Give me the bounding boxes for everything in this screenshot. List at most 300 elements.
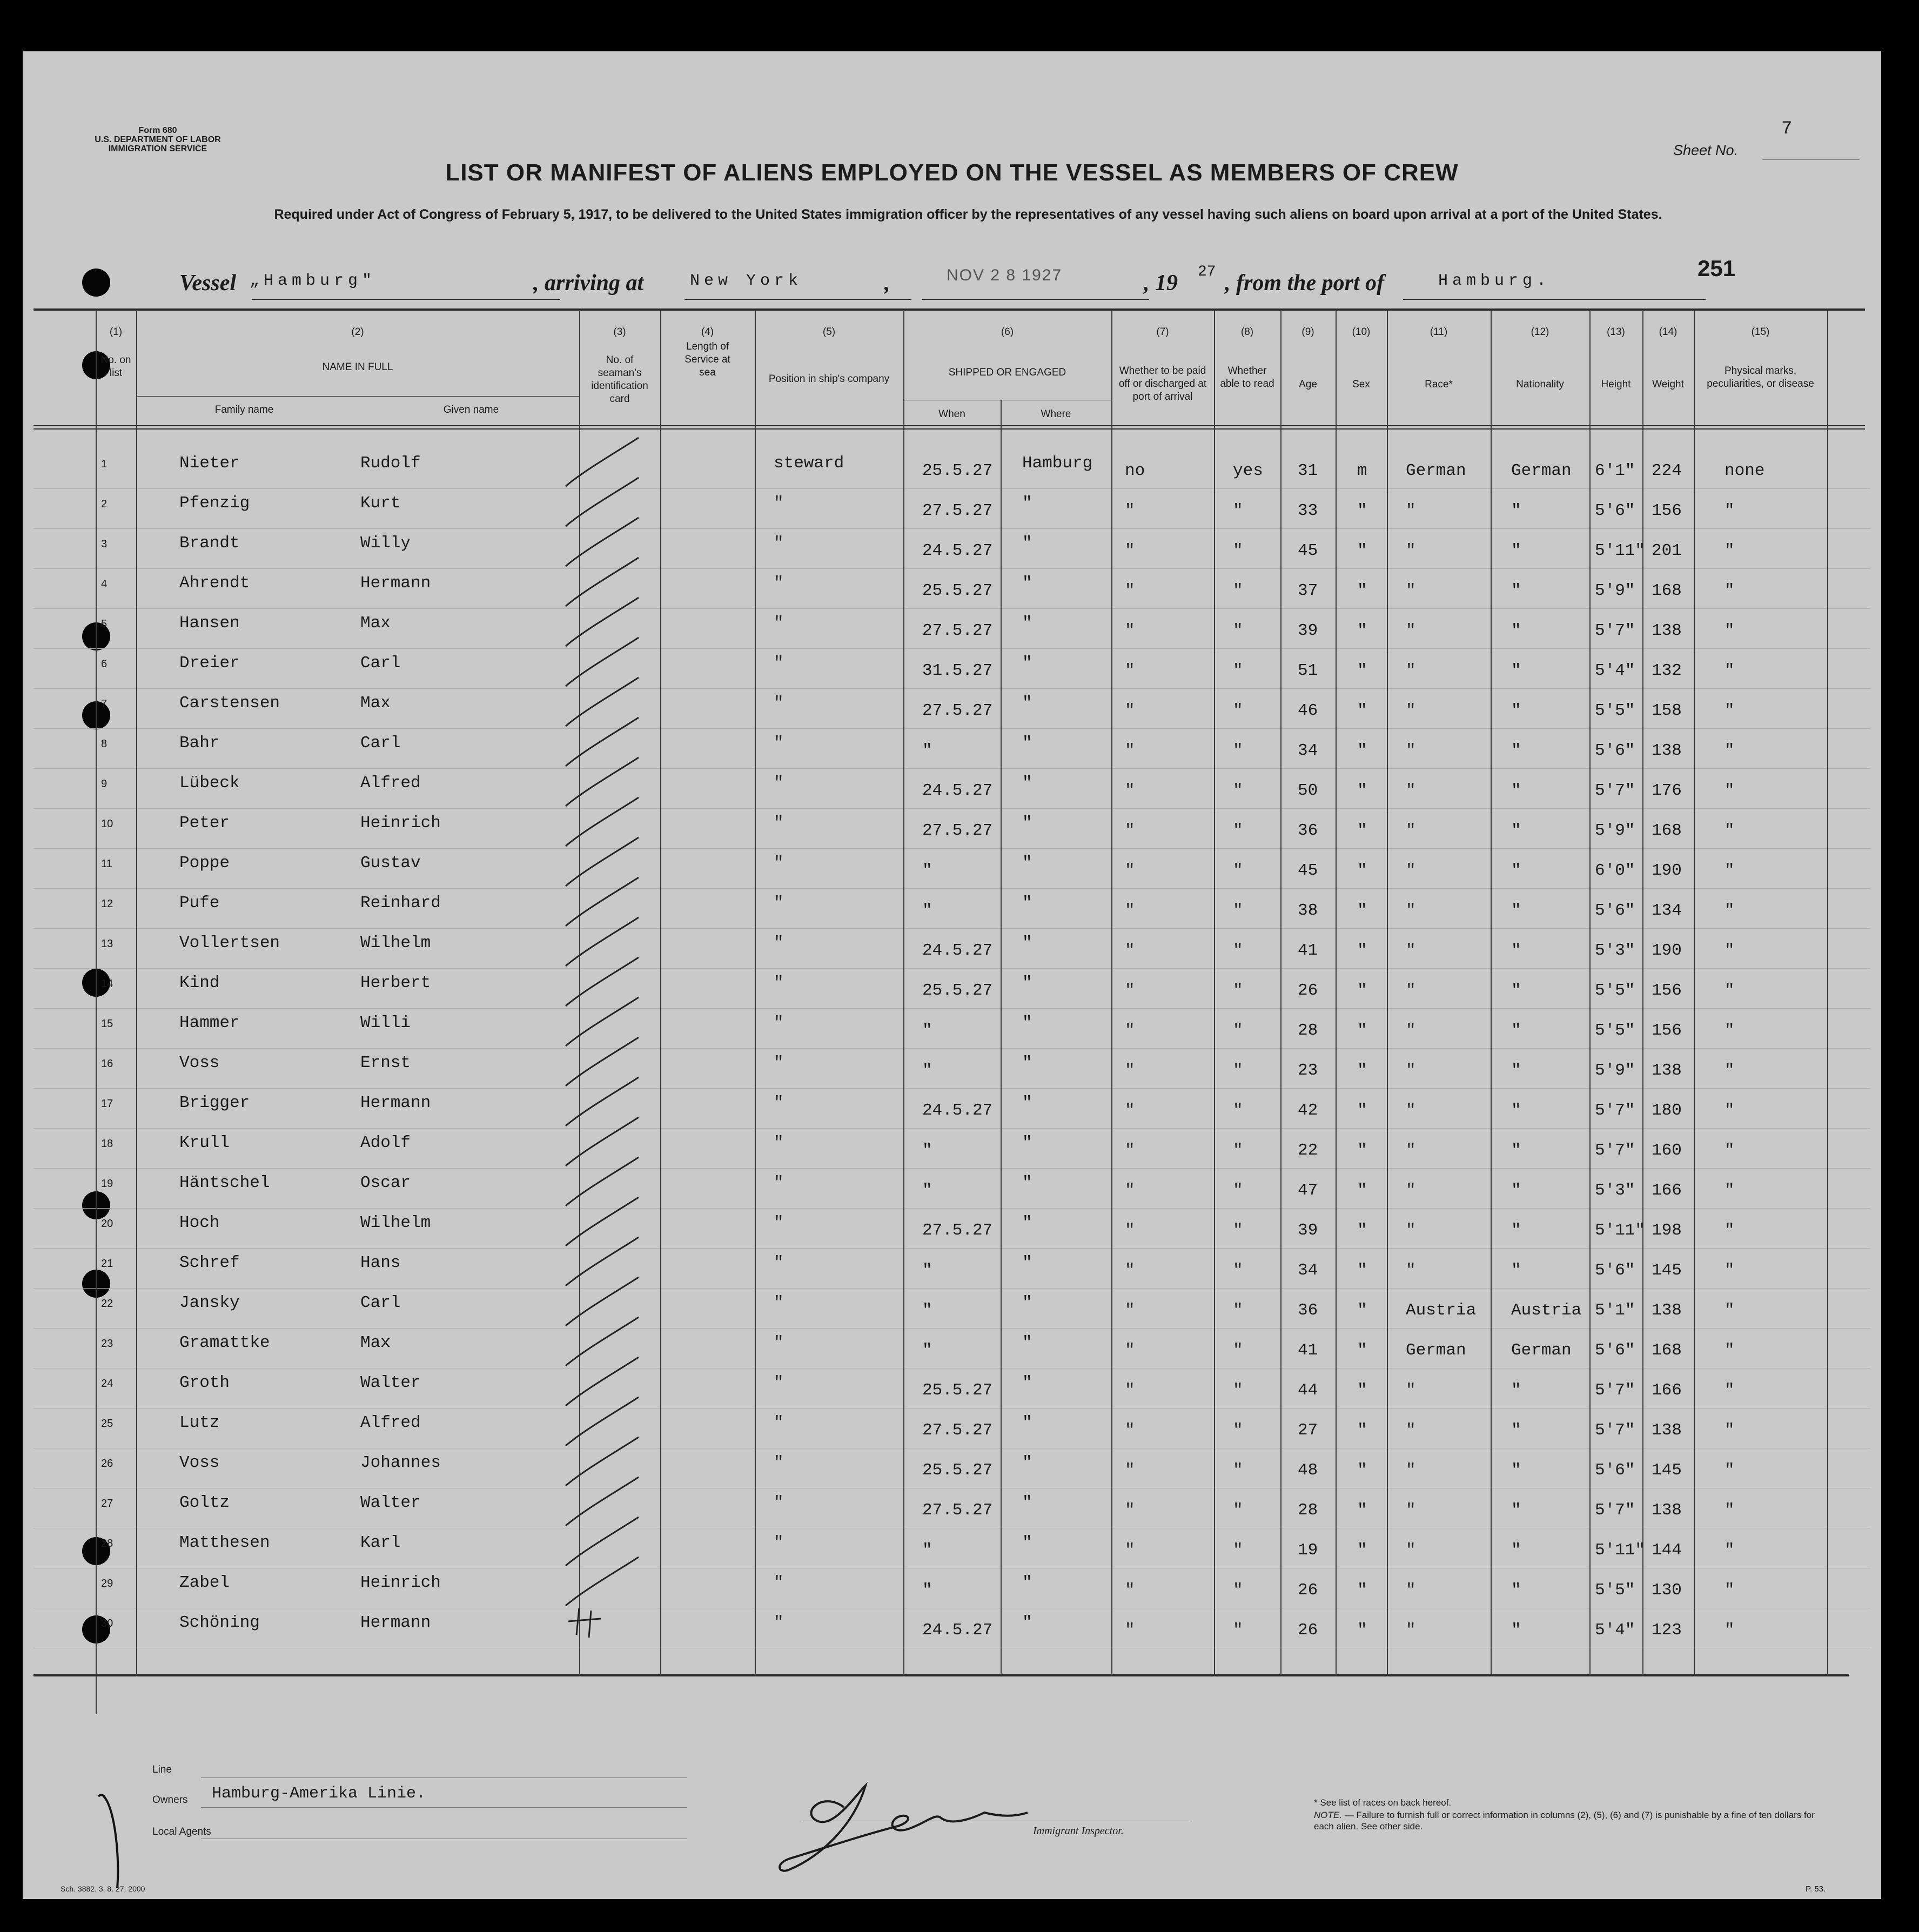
position: " — [774, 694, 784, 713]
physical-marks: " — [1725, 1501, 1735, 1520]
row-number: 20 — [101, 1218, 113, 1230]
age: 46 — [1298, 701, 1318, 720]
print-code: Sch. 3882. 3. 8. 27. 2000 — [61, 1884, 145, 1893]
weight: 168 — [1652, 581, 1682, 600]
able-to-read: " — [1233, 701, 1243, 720]
family-name: Matthesen — [179, 1533, 270, 1552]
col-3-number: (3) — [613, 326, 626, 338]
given-name: Hermann — [360, 1094, 431, 1112]
shipped-where: " — [1022, 1533, 1032, 1552]
given-name: Wilhelm — [360, 934, 431, 952]
check-mark — [566, 1357, 639, 1406]
col-13-header: Height — [1601, 379, 1631, 390]
check-mark — [566, 478, 639, 526]
physical-marks: " — [1725, 1541, 1735, 1560]
nationality: " — [1511, 1221, 1521, 1240]
paid-off: " — [1125, 981, 1135, 1000]
sex: m — [1357, 461, 1367, 480]
line-label: Line — [152, 1764, 172, 1775]
height: 6'0" — [1595, 861, 1635, 880]
race: " — [1406, 1181, 1416, 1200]
check-mark — [566, 1557, 639, 1606]
shipped-where: Hamburg — [1022, 454, 1093, 473]
able-to-read: " — [1233, 981, 1243, 1000]
shipped-when: " — [922, 1181, 932, 1200]
check-mark — [566, 598, 639, 646]
col-11-header: Race* — [1425, 379, 1453, 390]
position: " — [774, 1014, 784, 1032]
manifest-sheet — [23, 51, 1881, 1899]
weight: 132 — [1652, 661, 1682, 680]
weight: 166 — [1652, 1181, 1682, 1200]
shipped-where: " — [1022, 814, 1032, 833]
given-name: Gustav — [360, 854, 421, 873]
row-number: 3 — [101, 538, 108, 550]
races-note: * See list of races on back hereof. — [1314, 1797, 1452, 1808]
sex: " — [1357, 1301, 1367, 1320]
height: 6'1" — [1595, 461, 1635, 480]
shipped-when: 27.5.27 — [922, 821, 993, 840]
able-to-read: " — [1233, 781, 1243, 800]
shipped-where: " — [1022, 1253, 1032, 1272]
row-number: 15 — [101, 1018, 113, 1030]
given-name: Rudolf — [360, 454, 421, 473]
sex: " — [1357, 1141, 1367, 1160]
family-name: Voss — [179, 1453, 220, 1472]
given-name: Walter — [360, 1493, 421, 1512]
height: 5'1" — [1595, 1301, 1635, 1320]
family-name: Bahr — [179, 734, 220, 753]
sex: " — [1357, 1061, 1367, 1080]
check-mark — [566, 1157, 639, 1206]
row-number: 17 — [101, 1098, 113, 1110]
height: 5'9" — [1595, 821, 1635, 840]
physical-marks: " — [1725, 941, 1735, 960]
row-number: 14 — [101, 978, 113, 990]
position: " — [774, 494, 784, 513]
shipped-when: 27.5.27 — [922, 1221, 993, 1240]
position: " — [774, 814, 784, 833]
sex: " — [1357, 541, 1367, 560]
row-number: 26 — [101, 1458, 113, 1470]
col-8-header: Whether able to read — [1220, 365, 1274, 390]
sex: " — [1357, 1381, 1367, 1400]
shipped-when: 25.5.27 — [922, 1381, 993, 1400]
age: 37 — [1298, 581, 1318, 600]
given-name: Karl — [360, 1533, 401, 1552]
height: 5'6" — [1595, 741, 1635, 760]
nationality: Austria — [1511, 1301, 1582, 1320]
paid-off: " — [1125, 1221, 1135, 1240]
nationality: " — [1511, 1461, 1521, 1480]
race: " — [1406, 1541, 1416, 1560]
weight: 168 — [1652, 821, 1682, 840]
position: " — [774, 534, 784, 553]
row-number: 8 — [101, 738, 108, 750]
able-to-read: " — [1233, 1581, 1243, 1600]
family-name: Vollertsen — [179, 934, 280, 952]
position: " — [774, 1094, 784, 1112]
from-port: Hamburg. — [1438, 272, 1551, 290]
row-number: 16 — [101, 1058, 113, 1070]
col-4-number: (4) — [701, 326, 714, 338]
col-3-header: No. of seaman's identification card — [591, 354, 648, 405]
sex: " — [1357, 1541, 1367, 1560]
paid-off: " — [1125, 621, 1135, 640]
family-name: Pfenzig — [179, 494, 250, 513]
family-name: Groth — [179, 1373, 230, 1392]
sex: " — [1357, 1221, 1367, 1240]
year-suffix: 27 — [1198, 264, 1216, 280]
weight: 180 — [1652, 1101, 1682, 1120]
shipped-where: " — [1022, 1054, 1032, 1072]
shipped-when: 25.5.27 — [922, 581, 993, 600]
inspector-label: Immigrant Inspector. — [1033, 1825, 1124, 1837]
check-mark — [566, 1037, 639, 1086]
able-to-read: " — [1233, 1061, 1243, 1080]
shipped-when: " — [922, 1261, 932, 1280]
paid-off: " — [1125, 821, 1135, 840]
paid-off: " — [1125, 781, 1135, 800]
physical-marks: " — [1725, 981, 1735, 1000]
shipped-when: " — [922, 1061, 932, 1080]
arriving-port: New York — [690, 272, 803, 290]
able-to-read: " — [1233, 1221, 1243, 1240]
shipped-when: 27.5.27 — [922, 621, 993, 640]
nationality: " — [1511, 1141, 1521, 1160]
position: " — [774, 1293, 784, 1312]
physical-marks: " — [1725, 1181, 1735, 1200]
height: 5'7" — [1595, 1381, 1635, 1400]
paid-off: " — [1125, 1541, 1135, 1560]
race: " — [1406, 541, 1416, 560]
col-15-header: Physical marks, peculiarities, or disease — [1707, 365, 1814, 390]
col-2-header: NAME IN FULL — [322, 361, 393, 373]
shipped-when: 24.5.27 — [922, 941, 993, 960]
sex: " — [1357, 781, 1367, 800]
height: 5'6" — [1595, 901, 1635, 920]
family-name: Krull — [179, 1133, 230, 1152]
row-number: 25 — [101, 1418, 113, 1430]
sex: " — [1357, 1021, 1367, 1040]
paid-off: " — [1125, 1381, 1135, 1400]
shipped-when: " — [922, 1541, 932, 1560]
age: 41 — [1298, 941, 1318, 960]
physical-marks: " — [1725, 1421, 1735, 1440]
weight: 201 — [1652, 541, 1682, 560]
row-number: 10 — [101, 818, 113, 830]
shipped-when: " — [922, 861, 932, 880]
given-name: Max — [360, 1333, 391, 1352]
check-mark — [566, 558, 639, 606]
col-10-header: Sex — [1352, 379, 1370, 390]
comma: , — [884, 271, 890, 296]
check-mark — [566, 677, 639, 726]
given-name: Hermann — [360, 1613, 431, 1632]
shipped-where: " — [1022, 1213, 1032, 1232]
given-name: Carl — [360, 734, 401, 753]
row-number: 30 — [101, 1618, 113, 1629]
shipped-where: " — [1022, 1413, 1032, 1432]
given-name: Reinhard — [360, 894, 441, 913]
physical-marks: " — [1725, 541, 1735, 560]
weight: 224 — [1652, 461, 1682, 480]
sex: " — [1357, 901, 1367, 920]
row-number: 18 — [101, 1138, 113, 1150]
race: " — [1406, 781, 1416, 800]
position: " — [774, 734, 784, 753]
paid-off: " — [1125, 1581, 1135, 1600]
race: " — [1406, 1021, 1416, 1040]
age: 31 — [1298, 461, 1318, 480]
position: " — [774, 1373, 784, 1392]
able-to-read: " — [1233, 501, 1243, 520]
shipped-where: " — [1022, 1613, 1032, 1632]
position: " — [774, 1573, 784, 1592]
paid-off: no — [1125, 461, 1145, 480]
sex: " — [1357, 941, 1367, 960]
able-to-read: " — [1233, 821, 1243, 840]
sex: " — [1357, 1421, 1367, 1440]
weight: 160 — [1652, 1141, 1682, 1160]
paid-off: " — [1125, 941, 1135, 960]
page-code: P. 53. — [1806, 1884, 1826, 1894]
note-text: — Failure to furnish full or correct information in columns (2), (5), (6) and (7) is punishable by a fine of ten dollars for each alien. See other side. — [1314, 1810, 1815, 1832]
age: 26 — [1298, 1581, 1318, 1600]
race: " — [1406, 1621, 1416, 1640]
race: " — [1406, 1261, 1416, 1280]
position: " — [774, 854, 784, 873]
shipped-where: " — [1022, 854, 1032, 873]
age: 38 — [1298, 901, 1318, 920]
shipped-when: 24.5.27 — [922, 541, 993, 560]
age: 47 — [1298, 1181, 1318, 1200]
age: 26 — [1298, 1621, 1318, 1640]
given-name: Willi — [360, 1014, 411, 1032]
col-1-number: (1) — [109, 326, 123, 338]
shipped-where: " — [1022, 934, 1032, 952]
position: " — [774, 1493, 784, 1512]
family-name: Gramattke — [179, 1333, 270, 1352]
age: 33 — [1298, 501, 1318, 520]
family-name: Voss — [179, 1054, 220, 1072]
col-12-header: Nationality — [1516, 379, 1564, 390]
race: " — [1406, 981, 1416, 1000]
weight: 156 — [1652, 501, 1682, 520]
page-subtitle: Required under Act of Congress of February 5, 1917, to be delivered to the United States immigration officer by the representatives of any vessel having such aliens on board upon arrival at a port of the United States. — [274, 207, 1662, 222]
physical-marks: " — [1725, 1061, 1735, 1080]
shipped-where: " — [1022, 494, 1032, 513]
col-6-when-header: When — [938, 408, 965, 420]
given-name: Herbert — [360, 974, 431, 992]
row-number: 13 — [101, 938, 113, 950]
family-name: Goltz — [179, 1493, 230, 1512]
col-5-number: (5) — [822, 326, 836, 338]
weight: 138 — [1652, 1421, 1682, 1440]
family-name: Hoch — [179, 1213, 220, 1232]
check-mark — [566, 1117, 639, 1166]
race: " — [1406, 1421, 1416, 1440]
shipped-where: " — [1022, 574, 1032, 593]
able-to-read: " — [1233, 1181, 1243, 1200]
physical-marks: " — [1725, 901, 1735, 920]
height: 5'6" — [1595, 1461, 1635, 1480]
nationality: " — [1511, 701, 1521, 720]
nationality: " — [1511, 661, 1521, 680]
physical-marks: " — [1725, 701, 1735, 720]
position: " — [774, 974, 784, 992]
check-mark — [566, 1397, 639, 1446]
age: 34 — [1298, 741, 1318, 760]
shipped-where: " — [1022, 614, 1032, 633]
row-number: 24 — [101, 1378, 113, 1390]
row-number: 12 — [101, 898, 113, 910]
physical-marks: " — [1725, 781, 1735, 800]
given-name: Wilhelm — [360, 1213, 431, 1232]
height: 5'4" — [1595, 1621, 1635, 1640]
sex: " — [1357, 1261, 1367, 1280]
shipped-when: " — [922, 1581, 932, 1600]
nationality: " — [1511, 541, 1521, 560]
row-number: 7 — [101, 698, 108, 710]
able-to-read: " — [1233, 621, 1243, 640]
height: 5'7" — [1595, 1501, 1635, 1520]
given-name: Kurt — [360, 494, 401, 513]
row-number: 11 — [101, 858, 112, 870]
family-name: Brandt — [179, 534, 240, 553]
position: " — [774, 614, 784, 633]
physical-marks: " — [1725, 821, 1735, 840]
given-name: Carl — [360, 1293, 401, 1312]
nationality: German — [1511, 461, 1572, 480]
page-title: LIST OR MANIFEST OF ALIENS EMPLOYED ON THE VESSEL AS MEMBERS OF CREW — [445, 159, 1459, 186]
local-agents-label: Local Agents — [152, 1826, 211, 1837]
shipped-where: " — [1022, 1293, 1032, 1312]
nationality: " — [1511, 1021, 1521, 1040]
able-to-read: " — [1233, 541, 1243, 560]
col-9-number: (9) — [1301, 326, 1314, 338]
able-to-read: " — [1233, 1541, 1243, 1560]
age: 22 — [1298, 1141, 1318, 1160]
age: 39 — [1298, 621, 1318, 640]
race: " — [1406, 861, 1416, 880]
sex: " — [1357, 1581, 1367, 1600]
race: " — [1406, 1141, 1416, 1160]
height: 5'7" — [1595, 1141, 1635, 1160]
physical-marks: " — [1725, 1341, 1735, 1360]
given-name: Carl — [360, 654, 401, 673]
check-mark — [566, 1517, 639, 1566]
paid-off: " — [1125, 1621, 1135, 1640]
weight: 138 — [1652, 1501, 1682, 1520]
check-mark — [566, 1437, 639, 1486]
position: " — [774, 894, 784, 913]
able-to-read: " — [1233, 1421, 1243, 1440]
race: " — [1406, 1501, 1416, 1520]
year-prefix: , 19 — [1144, 271, 1178, 296]
sex: " — [1357, 581, 1367, 600]
paid-off: " — [1125, 861, 1135, 880]
position: " — [774, 1054, 784, 1072]
col-2-given-header: Given name — [443, 404, 499, 415]
able-to-read: yes — [1233, 461, 1263, 480]
height: 5'7" — [1595, 1421, 1635, 1440]
age: 28 — [1298, 1501, 1318, 1520]
weight: 145 — [1652, 1261, 1682, 1280]
able-to-read: " — [1233, 861, 1243, 880]
height: 5'6" — [1595, 1341, 1635, 1360]
age: 45 — [1298, 861, 1318, 880]
able-to-read: " — [1233, 741, 1243, 760]
age: 41 — [1298, 1341, 1318, 1360]
row-number: 9 — [101, 778, 108, 790]
col-9-header: Age — [1299, 379, 1317, 390]
able-to-read: " — [1233, 1141, 1243, 1160]
family-name: Carstensen — [179, 694, 280, 713]
family-name: Häntschel — [179, 1173, 270, 1192]
family-name: Kind — [179, 974, 220, 992]
check-mark — [566, 877, 639, 926]
nationality: " — [1511, 741, 1521, 760]
service-name: IMMIGRATION SERVICE — [108, 144, 207, 153]
family-name: Schöning — [179, 1613, 260, 1632]
nationality: " — [1511, 1621, 1521, 1640]
able-to-read: " — [1233, 1501, 1243, 1520]
nationality: " — [1511, 1381, 1521, 1400]
given-name: Hans — [360, 1253, 401, 1272]
given-name: Hermann — [360, 574, 431, 593]
arriving-label: , arriving at — [533, 271, 644, 296]
paid-off: " — [1125, 501, 1135, 520]
sex: " — [1357, 981, 1367, 1000]
physical-marks: " — [1725, 661, 1735, 680]
race: " — [1406, 901, 1416, 920]
race: German — [1406, 461, 1466, 480]
card-check-marks — [23, 51, 1881, 1726]
nationality: " — [1511, 1501, 1521, 1520]
paid-off: " — [1125, 581, 1135, 600]
family-name: Peter — [179, 814, 230, 833]
position: steward — [774, 454, 844, 473]
owners-label: Owners — [152, 1794, 188, 1806]
shipped-where: " — [1022, 1173, 1032, 1192]
able-to-read: " — [1233, 1381, 1243, 1400]
physical-marks: " — [1725, 1621, 1735, 1640]
family-name: Jansky — [179, 1293, 240, 1312]
owners-value: Hamburg-Amerika Linie. — [212, 1785, 426, 1803]
row-number: 22 — [101, 1298, 113, 1310]
physical-marks: " — [1725, 1381, 1735, 1400]
paid-off: " — [1125, 741, 1135, 760]
age: 36 — [1298, 821, 1318, 840]
nationality: " — [1511, 901, 1521, 920]
row-number: 2 — [101, 498, 108, 510]
family-name: Pufe — [179, 894, 220, 913]
family-name: Poppe — [179, 854, 230, 873]
weight: 168 — [1652, 1341, 1682, 1360]
sex: " — [1357, 1461, 1367, 1480]
col-12-number: (12) — [1531, 326, 1549, 338]
able-to-read: " — [1233, 1341, 1243, 1360]
weight: 176 — [1652, 781, 1682, 800]
family-name: Lübeck — [179, 774, 240, 793]
nationality: " — [1511, 981, 1521, 1000]
shipped-when: 27.5.27 — [922, 701, 993, 720]
physical-marks: " — [1725, 1461, 1735, 1480]
sex: " — [1357, 1181, 1367, 1200]
sex: " — [1357, 1501, 1367, 1520]
col-2-family-header: Family name — [214, 404, 274, 415]
